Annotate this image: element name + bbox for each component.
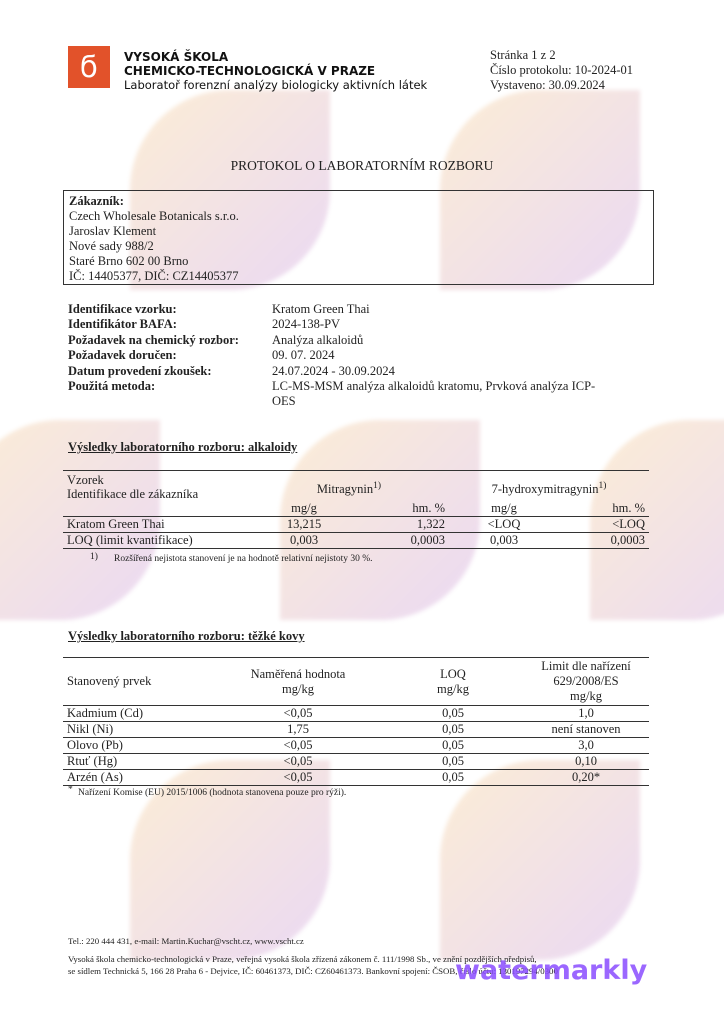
unit-cell: hm. % [359,501,449,517]
header-unit: mg/kg [437,681,469,696]
protocol-number: Číslo protokolu: 10-2024-01 [490,63,634,77]
cell: 0,05 [383,770,523,786]
header-limit: Limit dle nařízení [541,659,631,673]
cell: LOQ (limit kvantifikace) [63,533,249,549]
section-heading-alkaloids: Výsledky laboratorního rozboru: alkaloidy [68,440,298,454]
units-row [63,501,649,517]
customer-label: Zákazník: [69,194,124,208]
cell: 1,0 [523,706,649,722]
table-header-row [63,658,649,706]
id-value: Analýza alkaloidů [272,332,364,347]
org-line: VYSOKÁ ŠKOLA [124,50,229,64]
cell: 3,0 [523,738,649,754]
header-7oh: 7-hydroxymitragynin [491,482,599,497]
sample-identification [68,302,612,410]
id-label: Identifikace vzorku: [68,302,177,316]
id-value: 24.07.2024 - 30.09.2024 [272,363,395,378]
cell: Kadmium (Cd) [63,706,213,722]
customer-box [63,190,654,285]
org-line: Laboratoř forenzní analýzy biologicky aktivních látek [124,78,428,92]
cell: 0,003 [449,533,559,549]
table-row [63,770,649,786]
cell: <0,05 [213,770,383,786]
cell: Rtuť (Hg) [63,754,213,770]
customer-line: Jaroslav Klement [69,224,157,238]
id-label: Použitá metoda: [68,379,156,394]
header-cell [449,471,649,502]
id-row [68,317,612,332]
footnote-mark: * [68,785,73,795]
cell: Olovo (Pb) [63,738,213,754]
leaf-watermark [440,760,640,960]
header-cell [63,471,249,502]
table-row [63,722,649,738]
customer-line: Nové sady 988/2 [69,239,154,253]
id-value: Kratom Green Thai [272,302,370,316]
cell: 0,05 [383,754,523,770]
header-ident: Identifikace dle zákazníka [67,487,199,501]
table-row [63,754,649,770]
table-header-row [63,471,649,502]
alkaloids-footnote: Rozšířená nejistota stanovení je na hodnotě relativní nejistoty 30 %. [114,554,373,564]
unit-cell [63,501,249,517]
cell: 0,05 [383,706,523,722]
organization-name [124,50,427,92]
cell: <LOQ [449,517,559,533]
header-cell [523,658,649,706]
id-label: Požadavek na chemický rozbor: [68,332,239,347]
vscht-logo: ϭ [68,46,110,88]
unit-cell: hm. % [559,501,649,517]
footer-legal: Vysoká škola chemicko-technologická v Praze, veřejná vysoká škola zřízená zákonem č. 111/1998 Sb., ve znění pozdějších předpisů, [68,954,537,964]
id-label: Datum provedení zkoušek: [68,363,212,378]
id-value: LC-MS-MSM analýza alkaloidů kratomu, Prvková analýza ICP-OES [272,379,596,409]
header-sample: Vzorek [67,473,104,487]
cell: Arzén (As) [63,770,213,786]
cell: 0,20* [523,770,649,786]
footer-legal: se sídlem Technická 5, 166 28 Praha 6 - Dejvice, IČ: 60461373, DIČ: CZ60461373. Bankovní spojení: ČSOB, číslo účtu: 130197294/0300 [68,966,558,976]
protocol-meta [490,48,633,93]
id-row [68,302,612,317]
header-mitragynin: Mitragynin [316,482,374,497]
unit-cell: mg/g [249,501,359,517]
cell: 1,75 [213,722,383,738]
section-heading-metals: Výsledky laboratorního rozboru: těžké kovy [68,629,305,643]
id-row [68,364,612,379]
cell: <0,05 [213,706,383,722]
cell: 13,215 [249,517,359,533]
header-cell [383,658,523,706]
cell: 0,05 [383,722,523,738]
header-regulation: 629/2008/ES [553,674,619,688]
footnote-mark: 1) [90,552,98,562]
id-value: 2024-138-PV [272,317,341,332]
metals-table [63,657,649,786]
header-cell [249,471,449,502]
header-cell [213,658,383,706]
customer-line: Czech Wholesale Botanicals s.r.o. [69,209,239,223]
cell: 0,10 [523,754,649,770]
footnote-mark: 1) [373,481,382,491]
id-value: 09. 07. 2024 [272,348,335,363]
footer-contact: Tel.: 220 444 431, e-mail: Martin.Kuchar@vscht.cz, www.vscht.cz [68,936,304,946]
id-label: Požadavek doručen: [68,348,177,363]
table-row [63,533,649,549]
id-row [68,379,612,410]
cell: 0,003 [249,533,359,549]
unit-cell: mg/g [449,501,559,517]
org-line: CHEMICKO-TECHNOLOGICKÁ V PRAZE [124,64,376,78]
customer-line: IČ: 14405377, DIČ: CZ14405377 [69,269,239,283]
table-row [63,738,649,754]
cell: 0,0003 [559,533,649,549]
watermark-overlay: watermarkly [455,955,648,986]
id-row [68,333,612,348]
header-unit: mg/kg [282,681,314,696]
table-row [63,706,649,722]
page-title: PROTOKOL O LABORATORNÍM ROZBORU [230,158,494,173]
header-element: Stanovený prvek [63,658,213,706]
table-row [63,517,649,533]
header-unit: mg/kg [570,689,602,703]
cell: <0,05 [213,754,383,770]
page-number: Stránka 1 z 2 [490,48,556,62]
cell: 0,05 [383,738,523,754]
alkaloids-table [63,470,649,549]
id-label: Identifikátor BAFA: [68,317,177,332]
customer-line: Staré Brno 602 00 Brno [69,254,189,268]
footnote-mark: 1) [598,481,607,491]
cell: není stanoven [523,722,649,738]
cell: <LOQ [559,517,649,533]
header-loq: LOQ [440,666,466,681]
cell: Kratom Green Thai [63,517,249,533]
cell: 0,0003 [359,533,449,549]
cell: Nikl (Ni) [63,722,213,738]
metals-footnote: Nařízení Komise (EU) 2015/1006 (hodnota stanovena pouze pro rýži). [78,788,347,798]
id-row [68,348,612,363]
issue-date: Vystaveno: 30.09.2024 [490,78,605,92]
cell: 1,322 [359,517,449,533]
header-measured: Naměřená hodnota [250,666,346,681]
cell: <0,05 [213,738,383,754]
